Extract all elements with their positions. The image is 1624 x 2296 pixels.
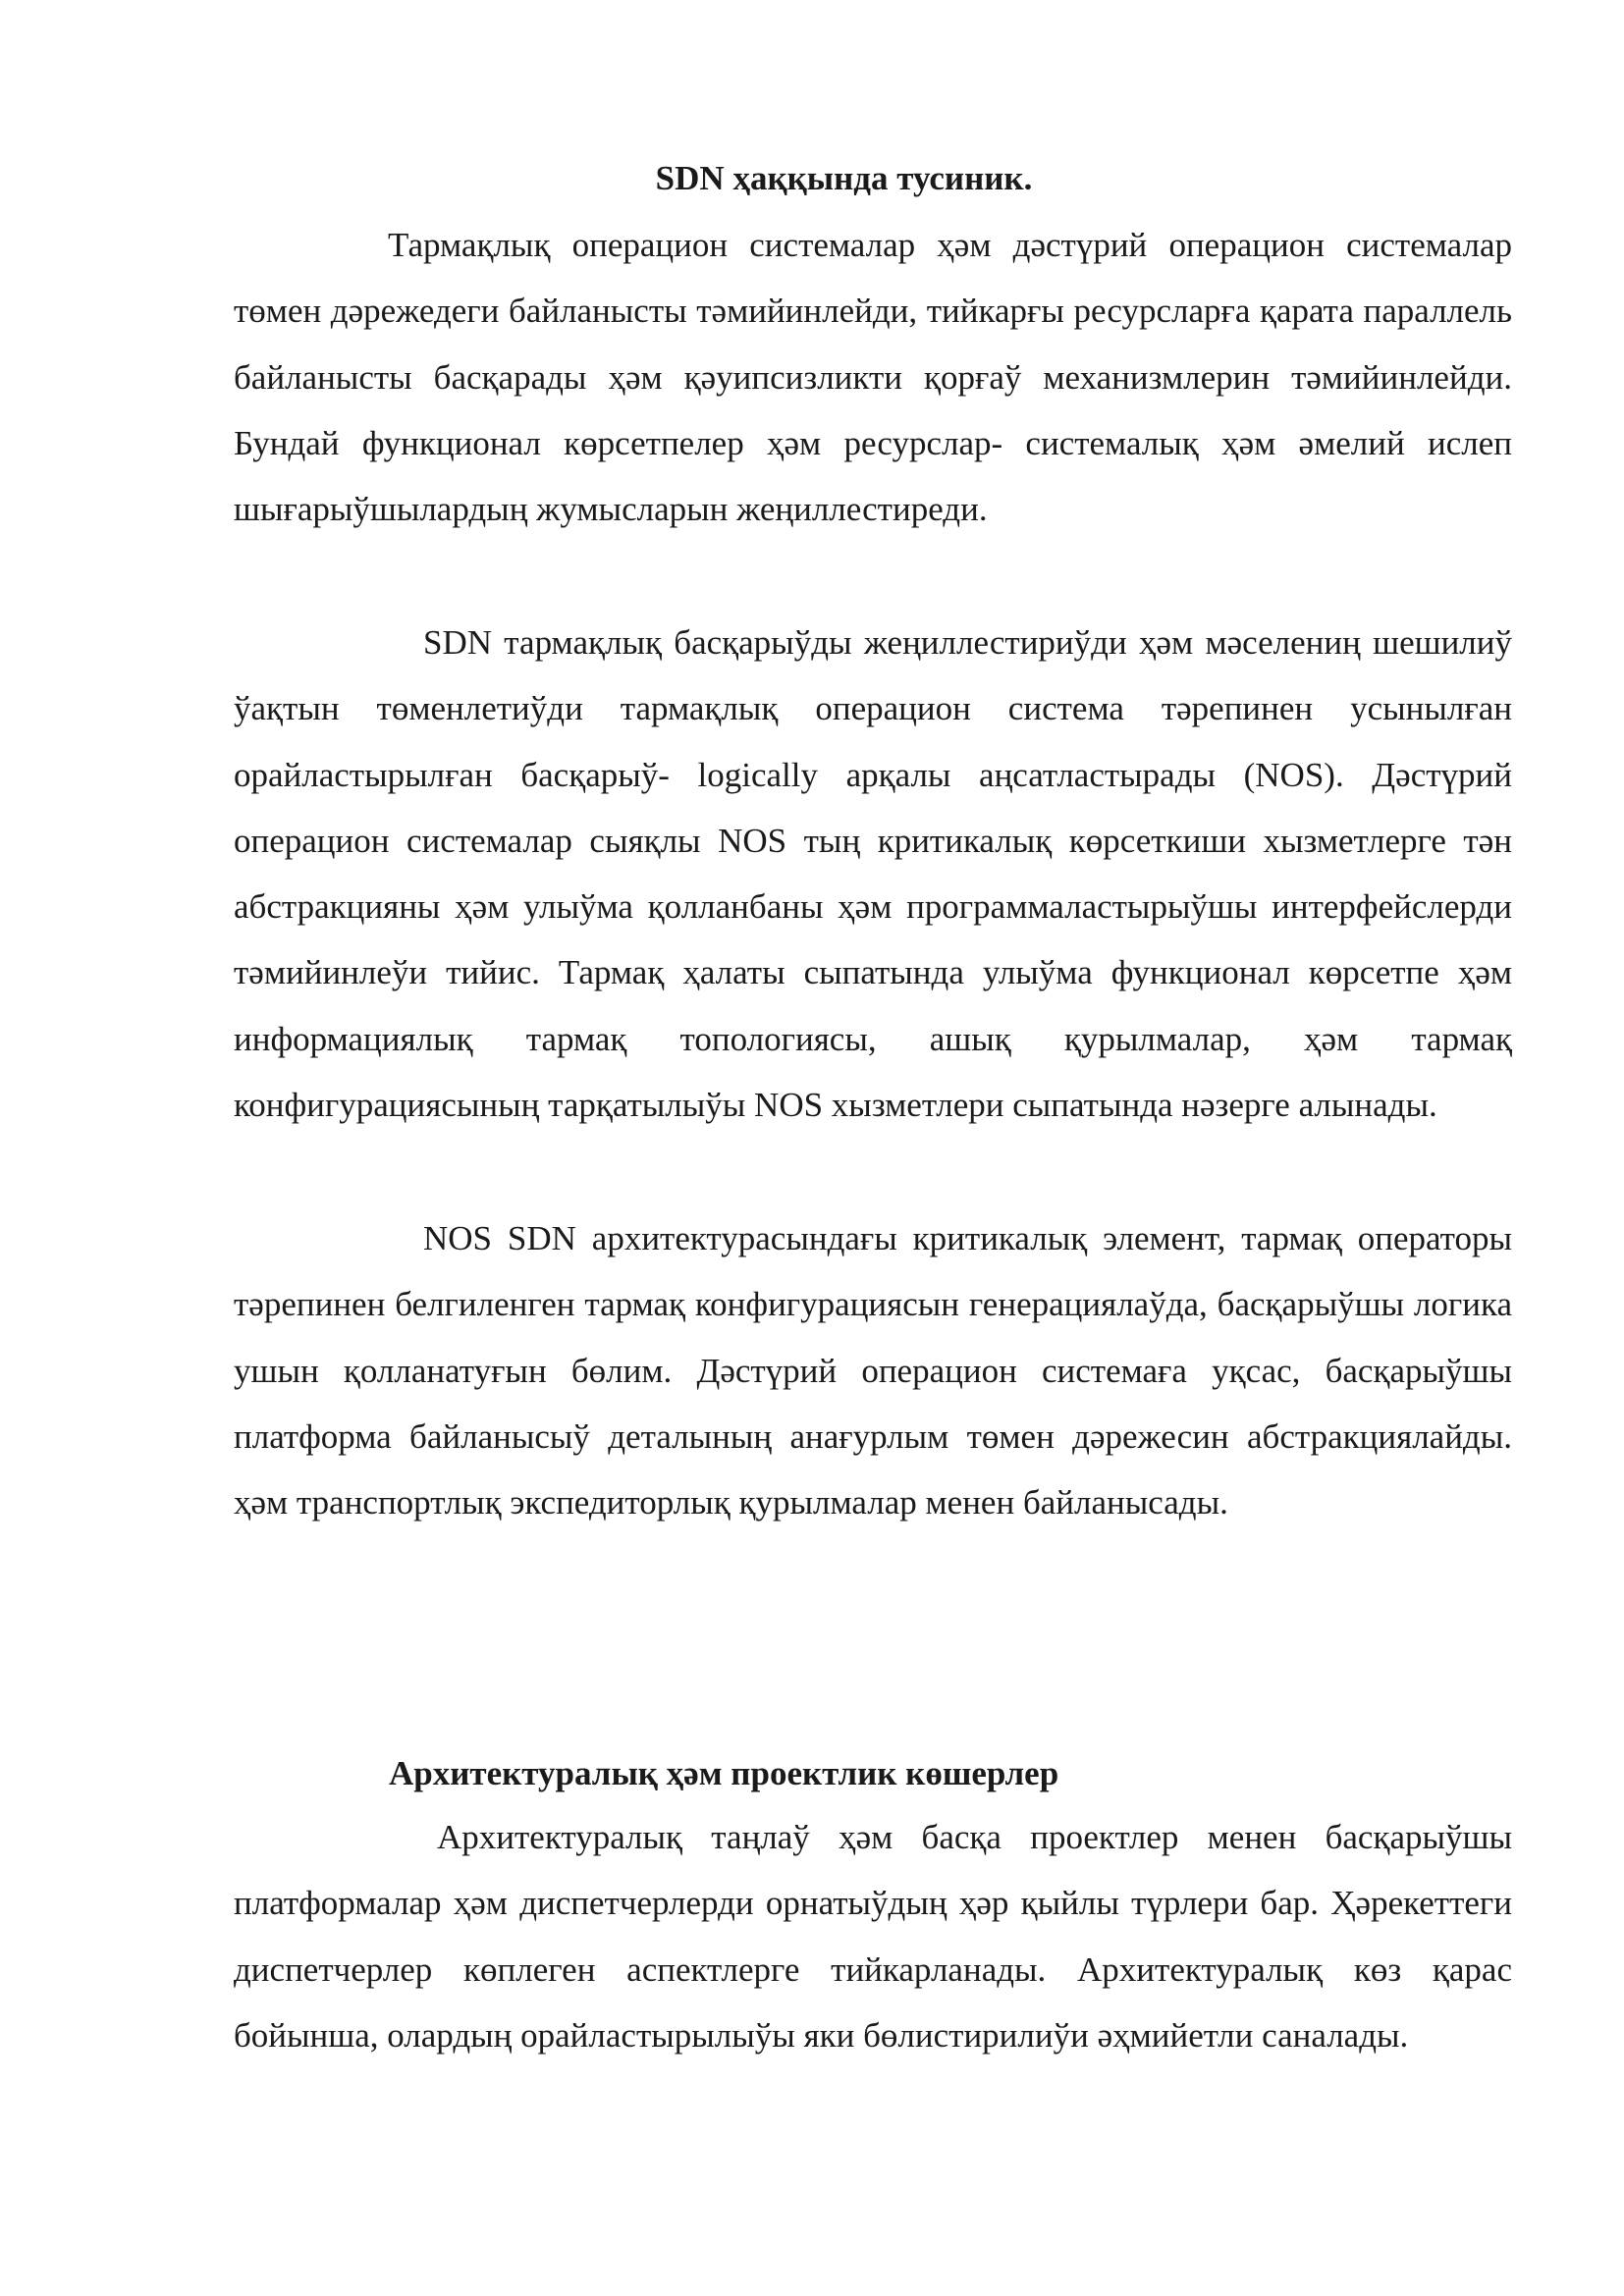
paragraph-block-1	[234, 212, 1512, 542]
paragraph-block-2	[234, 610, 1512, 1138]
paragraph-1: Тармақлық операцион системалар ҳәм дәстүрий операцион системалар төмен дәрежедеги байланысты тәмийинлейди, тийкарғы ресурсларға қарата параллель байланысты басқарады ҳәм қәуипсизликти қорғаў механизмлерин тәмийинлейди. Бундай функционал көрсетпелер ҳәм ресурслар- системалық ҳәм әмелий ислеп шығарыўшылардың жумысларын жеңиллестиреди.	[234, 226, 1512, 529]
paragraph-block-3	[234, 1205, 1512, 1535]
section-heading-sdn: SDN ҳаққында тусиник.	[655, 159, 1033, 197]
section-heading-architecture: Архитектуралық ҳәм проектлик көшерлер	[389, 1754, 1059, 1792]
paragraph-block-4	[234, 1804, 1512, 2068]
paragraph-3: NOS SDN архитектурасындағы критикалық элемент, тармақ операторы тәрепинен белгиленген тармақ конфигурациясын генерациялаўда, басқарыўшы логика ушын қолланатуғын бөлим. Дәстүрий операцион системаға уқсас, басқарыўшы платформа байланысыў деталының анағурлым төмен дәрежесин абстракциялайды. ҳәм транспортлық экспедиторлық қурылмалар менен байланысады.	[234, 1219, 1512, 1522]
paragraph-4: Архитектуралық таңлаў ҳәм басқа проектлер менен басқарыўшы платформалар ҳәм диспетчерлерди орнатыўдың ҳәр қыйлы түрлери бар. Ҳәрекеттеги диспетчерлер көплеген аспектлерге тийкарланады. Архитектуралық көз қарас бойынша, олардың орайластырылыўы яки бөлистирилиўи әҳмийетли саналады.	[234, 1818, 1512, 2055]
paragraph-2: SDN тармақлық басқарыўды жеңиллестириўди ҳәм мәселениң шешилиў ўақтын төменлетиўди тармақлық операцион система тәрепинен усынылған орайластырылған басқарыў- logically арқалы аңсатластырады (NOS). Дәстүрий операцион системалар сыяқлы NOS тың критикалық көрсеткиши хызметлерге тән абстракцияны ҳәм улыўма қолланбаны ҳәм программаластырыўшы интерфейслерди тәмийинлеўи тийис. Тармақ ҳалаты сыпатында улыўма функционал көрсетпе ҳәм информациялық тармақ топологиясы, ашық қурылмалар, ҳәм тармақ конфигурациясының тарқатылыўы NOS хызметлери сыпатында нәзерге алынады.	[234, 623, 1512, 1125]
